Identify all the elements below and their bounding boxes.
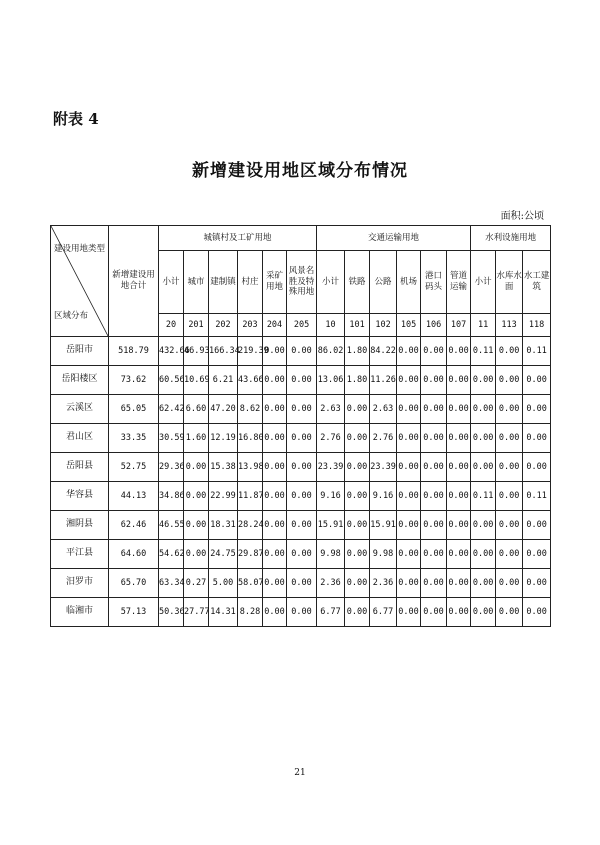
value-cell: 60.56 [159, 366, 184, 395]
value-cell: 0.00 [447, 569, 471, 598]
value-cell: 0.00 [421, 482, 447, 511]
value-cell: 23.39 [370, 453, 397, 482]
group-header-urban: 城镇村及工矿用地 [159, 226, 317, 251]
table-row [51, 540, 551, 569]
value-cell: 23.39 [317, 453, 345, 482]
col-header: 小计 [471, 251, 496, 314]
value-cell: 0.00 [263, 482, 287, 511]
value-cell: 0.00 [184, 540, 209, 569]
value-cell: 0.00 [471, 511, 496, 540]
value-cell: 0.00 [263, 598, 287, 627]
value-cell: 2.36 [317, 569, 345, 598]
value-cell: 50.36 [159, 598, 184, 627]
unit-label: 面积:公顷 [500, 211, 544, 222]
value-cell: 0.00 [496, 482, 523, 511]
value-cell: 0.00 [471, 569, 496, 598]
value-cell: 0.00 [421, 366, 447, 395]
col-header: 风景名胜及特殊用地 [287, 251, 317, 314]
value-cell: 0.00 [496, 598, 523, 627]
col-header: 水库水面 [496, 251, 523, 314]
value-cell: 0.00 [345, 395, 370, 424]
table-row [51, 337, 551, 366]
page-number: 21 [294, 768, 306, 778]
code-header: 10 [317, 314, 345, 337]
value-cell: 0.00 [397, 366, 421, 395]
value-cell: 0.00 [345, 511, 370, 540]
code-header: 106 [421, 314, 447, 337]
value-cell: 2.63 [370, 395, 397, 424]
value-cell: 0.11 [471, 482, 496, 511]
value-cell: 0.27 [184, 569, 209, 598]
value-cell: 43.66 [238, 366, 263, 395]
code-header: 102 [370, 314, 397, 337]
value-cell: 11.87 [238, 482, 263, 511]
value-cell: 22.99 [209, 482, 238, 511]
value-cell: 8.62 [238, 395, 263, 424]
col-header: 水工建筑 [523, 251, 551, 314]
corner-header [51, 226, 109, 337]
code-header: 201 [184, 314, 209, 337]
value-cell: 0.00 [184, 482, 209, 511]
value-cell: 0.00 [397, 598, 421, 627]
value-cell: 44.13 [109, 482, 159, 511]
appendix-label: 附表 4 [53, 110, 99, 128]
value-cell: 0.00 [263, 540, 287, 569]
region-cell: 临湘市 [51, 598, 109, 627]
col-header: 机场 [397, 251, 421, 314]
value-cell: 0.00 [287, 366, 317, 395]
value-cell: 0.00 [397, 511, 421, 540]
value-cell: 0.00 [496, 569, 523, 598]
value-cell: 0.00 [421, 395, 447, 424]
value-cell: 0.00 [447, 366, 471, 395]
value-cell: 0.00 [287, 337, 317, 366]
value-cell: 0.11 [523, 337, 551, 366]
value-cell: 0.00 [263, 511, 287, 540]
value-cell: 33.35 [109, 424, 159, 453]
code-header: 204 [263, 314, 287, 337]
col-header: 小计 [159, 251, 184, 314]
code-header: 118 [523, 314, 551, 337]
table-row [51, 598, 551, 627]
value-cell: 0.00 [447, 511, 471, 540]
value-cell: 0.00 [397, 395, 421, 424]
value-cell: 86.02 [317, 337, 345, 366]
value-cell: 0.00 [421, 424, 447, 453]
col-header: 村庄 [238, 251, 263, 314]
page-title: 新增建设用地区域分布情况 [192, 161, 408, 181]
value-cell: 63.34 [159, 569, 184, 598]
value-cell: 24.75 [209, 540, 238, 569]
value-cell: 0.00 [287, 395, 317, 424]
value-cell: 6.77 [317, 598, 345, 627]
value-cell: 27.77 [184, 598, 209, 627]
code-header: 203 [238, 314, 263, 337]
value-cell: 0.00 [523, 540, 551, 569]
value-cell: 14.31 [209, 598, 238, 627]
value-cell: 0.00 [397, 569, 421, 598]
table-row [51, 511, 551, 540]
table-row [51, 482, 551, 511]
value-cell: 0.00 [287, 453, 317, 482]
value-cell: 13.98 [238, 453, 263, 482]
code-header: 113 [496, 314, 523, 337]
value-cell: 0.00 [421, 569, 447, 598]
value-cell: 2.76 [370, 424, 397, 453]
value-cell: 10.69 [184, 366, 209, 395]
value-cell: 0.00 [345, 424, 370, 453]
code-header: 107 [447, 314, 471, 337]
value-cell: 16.80 [238, 424, 263, 453]
value-cell: 15.91 [317, 511, 345, 540]
col-header: 铁路 [345, 251, 370, 314]
region-cell: 湘阴县 [51, 511, 109, 540]
value-cell: 0.00 [263, 337, 287, 366]
code-header: 205 [287, 314, 317, 337]
table-container [50, 225, 550, 627]
value-cell: 0.00 [523, 453, 551, 482]
value-cell: 54.62 [159, 540, 184, 569]
value-cell: 0.11 [471, 337, 496, 366]
value-cell: 0.00 [496, 511, 523, 540]
value-cell: 0.00 [447, 482, 471, 511]
corner-top-label: 建设用地类型 [53, 244, 105, 254]
code-header: 105 [397, 314, 421, 337]
value-cell: 46.93 [184, 337, 209, 366]
value-cell: 0.00 [447, 395, 471, 424]
region-cell: 君山区 [51, 424, 109, 453]
value-cell: 0.00 [263, 453, 287, 482]
value-cell: 47.20 [209, 395, 238, 424]
col-header: 建制镇 [209, 251, 238, 314]
value-cell: 0.00 [496, 540, 523, 569]
value-cell: 15.91 [370, 511, 397, 540]
value-cell: 0.00 [421, 337, 447, 366]
value-cell: 62.42 [159, 395, 184, 424]
code-header: 20 [159, 314, 184, 337]
col-header: 小计 [317, 251, 345, 314]
region-cell: 华容县 [51, 482, 109, 511]
value-cell: 0.00 [421, 511, 447, 540]
code-header: 101 [345, 314, 370, 337]
value-cell: 0.00 [345, 540, 370, 569]
value-cell: 5.00 [209, 569, 238, 598]
value-cell: 0.00 [263, 395, 287, 424]
value-cell: 9.98 [317, 540, 345, 569]
code-header: 11 [471, 314, 496, 337]
value-cell: 52.75 [109, 453, 159, 482]
value-cell: 0.00 [447, 453, 471, 482]
value-cell: 12.19 [209, 424, 238, 453]
value-cell: 0.00 [345, 598, 370, 627]
value-cell: 0.00 [397, 540, 421, 569]
value-cell: 0.00 [471, 453, 496, 482]
value-cell: 0.00 [471, 540, 496, 569]
value-cell: 219.39 [238, 337, 263, 366]
land-use-table [50, 225, 551, 627]
value-cell: 6.77 [370, 598, 397, 627]
value-cell: 9.16 [370, 482, 397, 511]
table-row [51, 424, 551, 453]
value-cell: 0.00 [345, 482, 370, 511]
value-cell: 0.00 [287, 569, 317, 598]
value-cell: 0.00 [523, 424, 551, 453]
value-cell: 0.11 [523, 482, 551, 511]
table-row [51, 395, 551, 424]
value-cell: 0.00 [447, 424, 471, 453]
value-cell: 0.00 [421, 598, 447, 627]
value-cell: 0.00 [496, 337, 523, 366]
table-row [51, 453, 551, 482]
value-cell: 15.38 [209, 453, 238, 482]
value-cell: 166.34 [209, 337, 238, 366]
value-cell: 0.00 [447, 337, 471, 366]
group-header-water: 水利设施用地 [471, 226, 551, 251]
value-cell: 0.00 [523, 569, 551, 598]
value-cell: 0.00 [421, 453, 447, 482]
value-cell: 57.13 [109, 598, 159, 627]
value-cell: 29.87 [238, 540, 263, 569]
value-cell: 518.79 [109, 337, 159, 366]
value-cell: 0.00 [523, 395, 551, 424]
total-header: 新增建设用地合计 [109, 226, 159, 337]
value-cell: 18.31 [209, 511, 238, 540]
col-header: 公路 [370, 251, 397, 314]
value-cell: 0.00 [397, 482, 421, 511]
group-header-transport: 交通运输用地 [317, 226, 471, 251]
value-cell: 0.00 [496, 395, 523, 424]
value-cell: 0.00 [496, 366, 523, 395]
value-cell: 0.00 [263, 424, 287, 453]
col-header: 采矿用地 [263, 251, 287, 314]
value-cell: 28.24 [238, 511, 263, 540]
region-cell: 汨罗市 [51, 569, 109, 598]
region-cell: 云溪区 [51, 395, 109, 424]
value-cell: 29.36 [159, 453, 184, 482]
value-cell: 84.22 [370, 337, 397, 366]
value-cell: 0.00 [287, 598, 317, 627]
value-cell: 0.00 [397, 337, 421, 366]
value-cell: 2.63 [317, 395, 345, 424]
value-cell: 0.00 [471, 395, 496, 424]
value-cell: 0.00 [523, 598, 551, 627]
value-cell: 0.00 [287, 424, 317, 453]
value-cell: 0.00 [397, 453, 421, 482]
value-cell: 64.60 [109, 540, 159, 569]
value-cell: 73.62 [109, 366, 159, 395]
value-cell: 0.00 [447, 598, 471, 627]
value-cell: 0.00 [496, 424, 523, 453]
value-cell: 9.98 [370, 540, 397, 569]
value-cell: 0.00 [287, 482, 317, 511]
value-cell: 11.26 [370, 366, 397, 395]
value-cell: 1.60 [184, 424, 209, 453]
value-cell: 0.00 [447, 540, 471, 569]
value-cell: 0.00 [287, 511, 317, 540]
value-cell: 62.46 [109, 511, 159, 540]
value-cell: 432.66 [159, 337, 184, 366]
value-cell: 65.05 [109, 395, 159, 424]
table-row [51, 366, 551, 395]
value-cell: 65.70 [109, 569, 159, 598]
value-cell: 30.59 [159, 424, 184, 453]
region-cell: 平江县 [51, 540, 109, 569]
value-cell: 2.76 [317, 424, 345, 453]
col-header: 城市 [184, 251, 209, 314]
value-cell: 0.00 [345, 569, 370, 598]
value-cell: 0.00 [263, 569, 287, 598]
value-cell: 0.00 [184, 511, 209, 540]
value-cell: 0.00 [287, 540, 317, 569]
code-header: 202 [209, 314, 238, 337]
table-row [51, 569, 551, 598]
value-cell: 34.86 [159, 482, 184, 511]
value-cell: 0.00 [523, 366, 551, 395]
value-cell: 0.00 [184, 453, 209, 482]
value-cell: 0.00 [496, 453, 523, 482]
value-cell: 9.16 [317, 482, 345, 511]
value-cell: 1.80 [345, 366, 370, 395]
table-body [51, 337, 551, 627]
col-header: 港口码头 [421, 251, 447, 314]
value-cell: 1.80 [345, 337, 370, 366]
region-cell: 岳阳楼区 [51, 366, 109, 395]
value-cell: 6.60 [184, 395, 209, 424]
value-cell: 0.00 [471, 424, 496, 453]
value-cell: 0.00 [471, 598, 496, 627]
value-cell: 0.00 [397, 424, 421, 453]
region-cell: 岳阳县 [51, 453, 109, 482]
value-cell: 13.06 [317, 366, 345, 395]
corner-bottom-label: 区域分布 [54, 311, 89, 322]
value-cell: 0.00 [421, 540, 447, 569]
col-header: 管道运输 [447, 251, 471, 314]
value-cell: 0.00 [523, 511, 551, 540]
value-cell: 6.21 [209, 366, 238, 395]
value-cell: 2.36 [370, 569, 397, 598]
value-cell: 0.00 [263, 366, 287, 395]
value-cell: 58.07 [238, 569, 263, 598]
value-cell: 0.00 [345, 453, 370, 482]
value-cell: 8.28 [238, 598, 263, 627]
value-cell: 0.00 [471, 366, 496, 395]
region-cell: 岳阳市 [51, 337, 109, 366]
value-cell: 46.55 [159, 511, 184, 540]
